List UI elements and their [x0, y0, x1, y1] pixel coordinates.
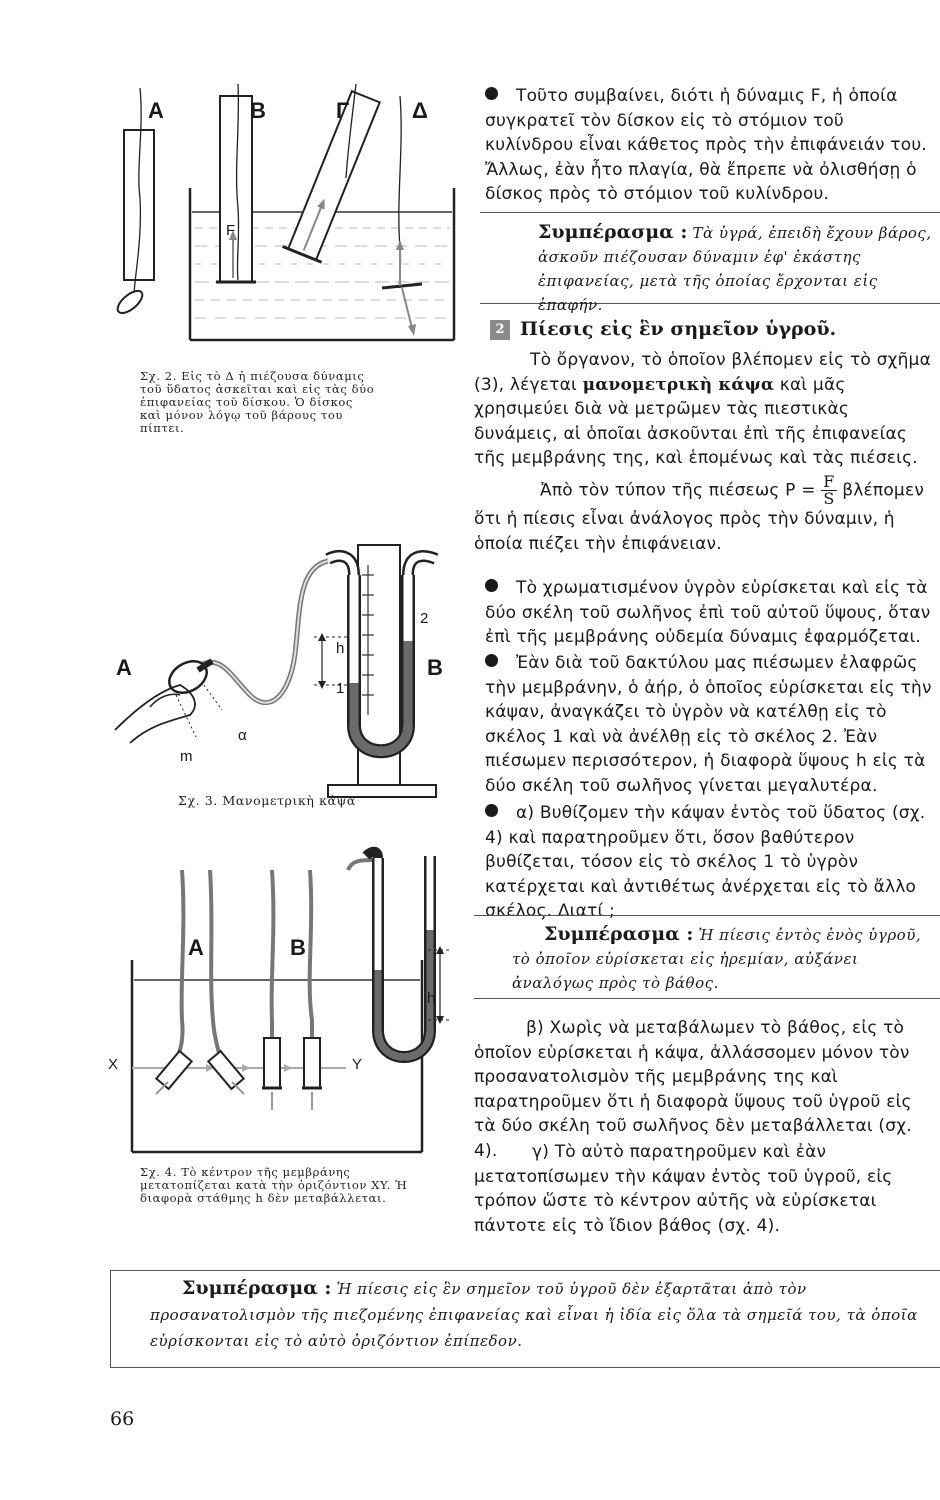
- term-manometric-capsule: μανομετρικὴ κάψα: [582, 374, 775, 395]
- fig2-label-a: Α: [148, 98, 164, 123]
- bullet-icon: [485, 87, 498, 100]
- formula-numerator: F: [823, 472, 835, 491]
- conclusion-3-label: Συμπέρασμα :: [182, 1277, 332, 1299]
- fig3-label-small-a: α: [238, 727, 247, 744]
- page-number: 66: [110, 1408, 135, 1430]
- paragraph-7: β) Χωρὶς νὰ μεταβάλωμεν τὸ βάθος, εἰς τὸ ὁποῖον εὑρίσκεται ἡ κάψα, ἀλλάσσομεν μόνον τὸν προσανατολισμὸν τῆς μεμβράνης της καὶ παρατηροῦμεν ὅτι ἡ διαφορὰ ὕψους τοῦ ὑγροῦ εἰς τὰ δύο σκέλη τοῦ σωλῆνος δὲν μεταβάλλεται (σχ. 4).: [474, 1018, 912, 1161]
- fig2-label-b: Β: [250, 98, 266, 123]
- bullet-icon: [485, 654, 498, 667]
- fig3-label-h: h: [336, 640, 345, 657]
- conclusion-2-text: Ἡ πίεσις ἐντὸς ἑνὸς ὑγροῦ, τὸ ὁποῖον εὑρίσκεται εἰς ἠρεμίαν, αὐξάνει ἀναλόγως πρὸς τὸ βάθος.: [512, 926, 922, 992]
- conclusion-2: [512, 922, 932, 995]
- paragraph-8: γ) Τὸ αὐτὸ παρατηροῦμεν καὶ ἐὰν μετατοπίσωμεν τὴν κάψαν ἐντὸς τοῦ ὑγροῦ, εἰς τρόπον ὥστε τὸ κέντρον αὐτῆς νὰ εὑρίσκεται πάντοτε εἰς τὸ ἴδιον βάθος (σχ. 4).: [474, 1142, 893, 1236]
- conclusion-1-label: Συμπέρασμα :: [538, 221, 688, 243]
- fig4-label-b: Β: [290, 935, 306, 960]
- fig3-label-m: m: [180, 748, 193, 765]
- figure-2-drawing: [100, 88, 400, 328]
- paragraph-5: Ἐὰν διὰ τοῦ δακτύλου μας πιέσωμεν ἐλαφρῶς τὴν μεμβράνην, ὁ ἀήρ, ὁ ὁποῖος εὑρίσκεται εἰς τὴν κάψαν, ἀναγκάζει τὸ ὑγρὸν νὰ κατέλθῃ εἰς τὸ σκέλος 1 καὶ νὰ ἀνέλθῃ εἰς τὸ σκέλος 2. Ἐὰν πιέσωμεν περισσότερον, ἡ διαφορὰ ὕψους h εἰς τὰ δύο σκέλη τοῦ σωλῆνος γίνεται μεγαλυτέρα.: [485, 653, 932, 796]
- figure-4-drawing: [110, 870, 450, 1170]
- conclusion-1: [538, 220, 933, 317]
- pressure-formula-fraction: [821, 474, 836, 507]
- fig4-label-x: X: [108, 1056, 119, 1073]
- fig3-label-a: Α: [116, 655, 132, 680]
- section-number-badge: 2: [490, 320, 510, 340]
- paragraph-3: Ἀπὸ τὸν τύπον τῆς πιέσεως P = $\frac{F}{S}$ βλέπομεν ὅτι ἡ πίεσις εἶναι ἀνάλογος πρὸς τὴν δύναμιν, ἡ ὁποία πιέζει τὴν ἐπιφάνειαν.: [474, 472, 925, 554]
- fig3-label-1: 1: [336, 680, 345, 697]
- paragraph-1: Τοῦτο συμβαίνει, διότι ἡ δύναμις F, ἡ ὁποία συγκρατεῖ τὸν δίσκον εἰς τὸ στόμιον τοῦ κυλίνδρου εἶναι κάθετος πρὸς τὴν ἐπιφάνειάν του. Ἄλλως, ἐὰν ἦτο πλαγία, θὰ ἔπρεπε νὰ ὀλισθήσῃ ὁ δίσκος πρὸς τὸ στόμιον τοῦ κυλίνδρου.: [485, 86, 927, 205]
- section-title: Πίεσις εἰς ἓν σημεῖον ὑγροῦ.: [520, 318, 837, 340]
- fig4-label-y: Y: [352, 1056, 363, 1073]
- fig2-caption: Σχ. 2. Εἰς τὸ Δ ἡ πιέζουσα δύναμις τοῦ ὕδατος ἀσκεῖται καὶ εἰς τὰς δύο ἐπιφανείας τοῦ δίσκου. Ὁ δίσκος καὶ μόνον λόγῳ τοῦ βάρους του πίπτει.: [140, 369, 375, 435]
- fig2-label-f: F: [226, 222, 236, 239]
- paragraph-4: Τὸ χρωματισμένον ὑγρὸν εὑρίσκεται καὶ εἰς τὰ δύο σκέλη τοῦ σωλῆνος ἐπὶ τοῦ αὐτοῦ ὕψους, ὅταν ἐπὶ τῆς μεμβράνης οὐδεμία δύναμις ἐφαρμόζεται.: [485, 578, 931, 648]
- fig4-label-h: h: [427, 990, 436, 1007]
- formula-denominator: S: [823, 489, 835, 508]
- bullet-icon: [485, 579, 498, 592]
- fig4-label-a: Α: [188, 935, 204, 960]
- figure-3-drawing: [110, 545, 450, 808]
- conclusion-3-text: Ἡ πίεσις εἰς ἓν σημεῖον τοῦ ὑγροῦ δὲν ἐξαρτᾶται ἀπὸ τὸν προσανατολισμὸν τῆς πιεζομένης ἐπιφανείας καὶ εἶναι ἡ ἰδία εἰς ὅλα τὰ σημεῖά του, τὰ ὁποῖα εὑρίσκονται εἰς τὸ αὐτὸ ὁριζόντιον ἐπίπεδον.: [150, 1280, 918, 1350]
- fig4-caption: Σχ. 4. Τὸ κέντρον τῆς μεμβράνης μετατοπίζεται κατὰ τὴν ὁριζόντιον XY. Ἡ διαφορὰ στάθμης h δὲν μεταβάλλεται.: [140, 1165, 408, 1205]
- fig3-label-b: Β: [427, 655, 443, 680]
- fig2-label-d: Δ: [412, 98, 428, 123]
- section-heading: [490, 318, 836, 340]
- paragraph-6: α) Βυθίζομεν τὴν κάψαν ἐντὸς τοῦ ὕδατος (σχ. 4) καὶ παρατηροῦμεν ὅτι, ὅσον βαθύτερον βυθίζεται, τόσον εἰς τὸ σκέλος 1 τὸ ὑγρὸν κατέρχεται καὶ ἀντιθέτως ἀνέρχεται εἰς τὸ ἄλλο σκέλος. Διατί ;: [485, 803, 926, 922]
- fig2-label-g: Γ: [336, 98, 350, 123]
- bullet-icon: [485, 804, 498, 817]
- paragraph-2: Τὸ ὄργανον, τὸ ὁποῖον βλέπομεν εἰς τὸ σχῆμα (3), λέγεται μανομετρικὴ κάψα καὶ μᾶς χρησιμεύει διὰ νὰ μετρῶμεν τὰς πιεστικὰς δυνάμεις, αἱ ὁποῖαι ἀσκοῦνται ἐπὶ τῆς ἐπιφανείας τῆς μεμβράνης της, καὶ ἑπομένως καὶ τὰς πιέσεις.: [474, 350, 931, 469]
- conclusion-3: [150, 1275, 932, 1354]
- conclusion-1-text: Τὰ ὑγρά, ἐπειδὴ ἔχουν βάρος, ἀσκοῦν πιέζουσαν δύναμιν ἐφ' ἑκάστης ἐπιφανείας, μετὰ τῆς ὁποίας ἔρχονται εἰς ἐπαφήν.: [538, 224, 932, 314]
- fig3-caption: Σχ. 3. Μανομετρικὴ κάψα: [178, 793, 356, 808]
- conclusion-2-label: Συμπέρασμα :: [544, 923, 694, 945]
- fig3-label-2: 2: [420, 610, 429, 627]
